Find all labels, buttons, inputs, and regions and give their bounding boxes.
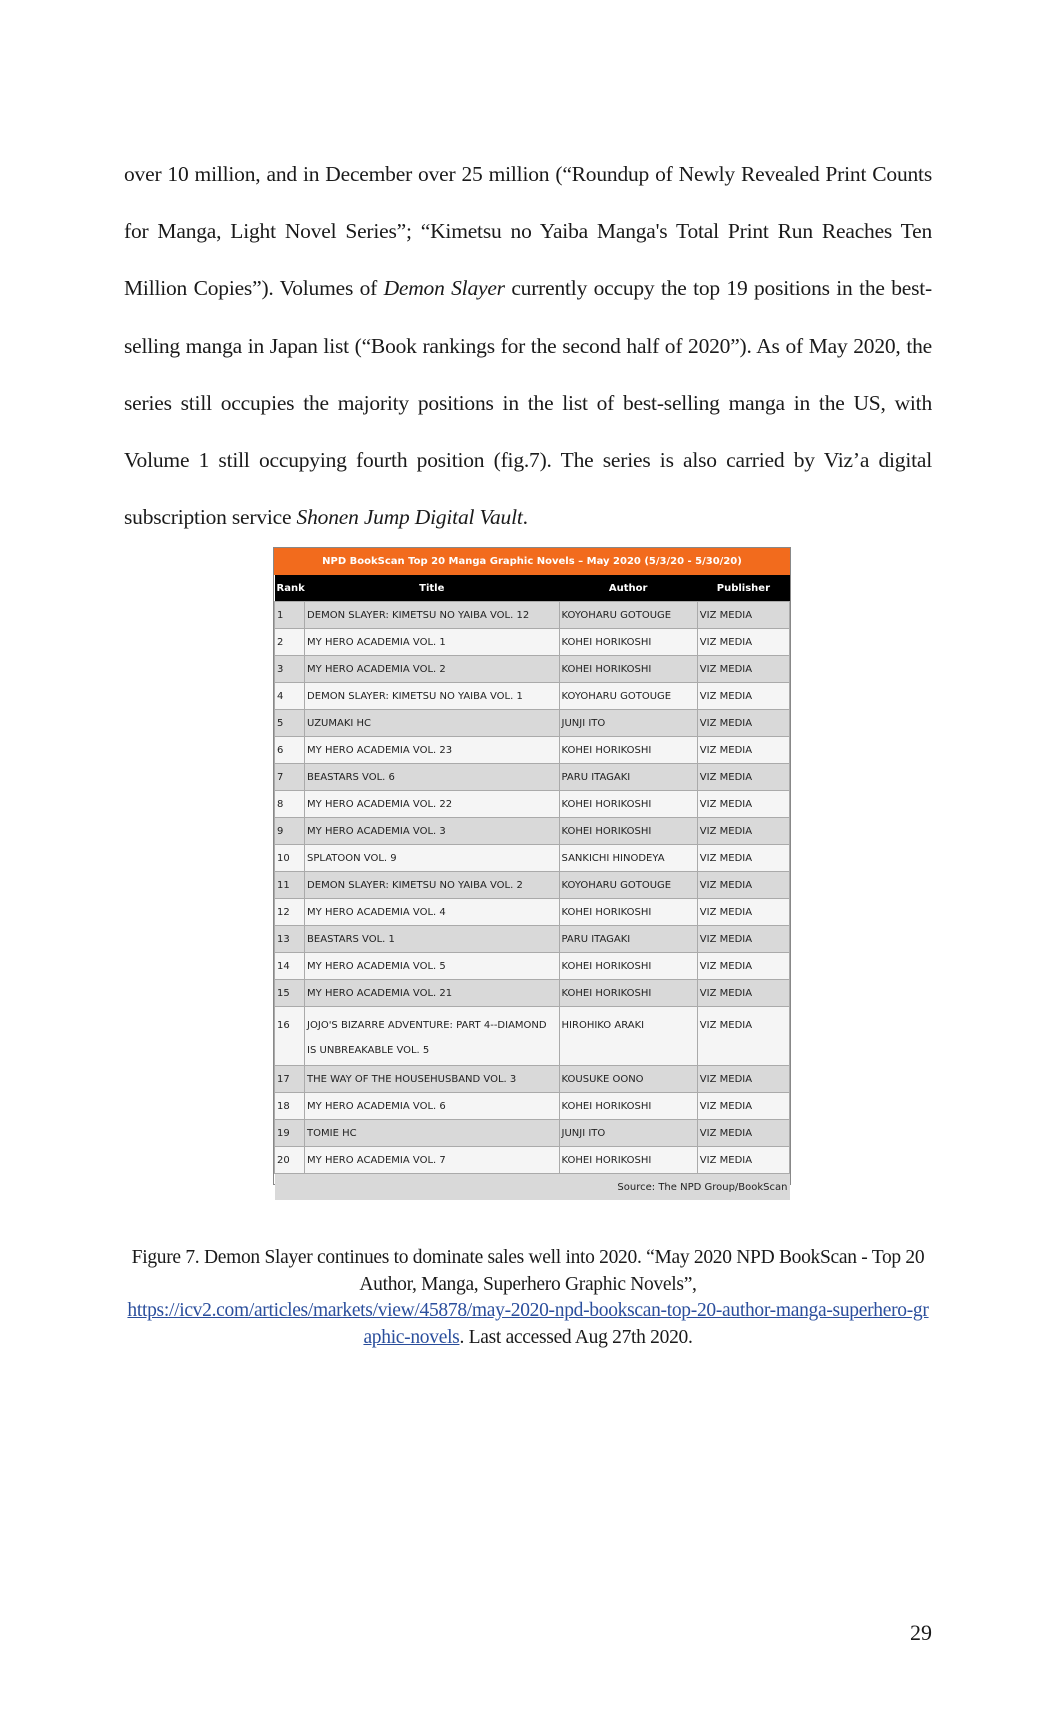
- cell-rank: 16: [275, 1007, 305, 1066]
- cell-title: THE WAY OF THE HOUSEHUSBAND VOL. 3: [305, 1066, 559, 1093]
- cell-rank: 3: [275, 656, 305, 683]
- cell-author: HIROHIKO ARAKI: [559, 1007, 697, 1066]
- cell-title: MY HERO ACADEMIA VOL. 6: [305, 1093, 559, 1120]
- cell-author: KOYOHARU GOTOUGE: [559, 602, 697, 629]
- table-row: [275, 1007, 790, 1066]
- cell-publisher: VIZ MEDIA: [697, 602, 789, 629]
- cell-title: MY HERO ACADEMIA VOL. 2: [305, 656, 559, 683]
- caption-after-link: . Last accessed Aug 27th 2020.: [459, 1326, 693, 1348]
- table-row: [275, 980, 790, 1007]
- cell-author: KOHEI HORIKOSHI: [559, 953, 697, 980]
- cell-author: PARU ITAGAKI: [559, 764, 697, 791]
- header-title: Title: [305, 575, 559, 602]
- cell-rank: 15: [275, 980, 305, 1007]
- manga-sales-table: [274, 575, 790, 1200]
- cell-title: BEASTARS VOL. 6: [305, 764, 559, 791]
- cell-author: SANKICHI HINODEYA: [559, 845, 697, 872]
- table-row: [275, 926, 790, 953]
- table-row: [275, 1147, 790, 1174]
- cell-rank: 17: [275, 1066, 305, 1093]
- cell-author: PARU ITAGAKI: [559, 926, 697, 953]
- cell-title: DEMON SLAYER: KIMETSU NO YAIBA VOL. 1: [305, 683, 559, 710]
- cell-publisher: VIZ MEDIA: [697, 764, 789, 791]
- cell-publisher: VIZ MEDIA: [697, 629, 789, 656]
- table-row: [275, 602, 790, 629]
- cell-rank: 1: [275, 602, 305, 629]
- cell-rank: 10: [275, 845, 305, 872]
- cell-rank: 20: [275, 1147, 305, 1174]
- cell-title: DEMON SLAYER: KIMETSU NO YAIBA VOL. 12: [305, 602, 559, 629]
- table-row: [275, 791, 790, 818]
- table-row: [275, 1066, 790, 1093]
- cell-author: KOHEI HORIKOSHI: [559, 629, 697, 656]
- cell-publisher: VIZ MEDIA: [697, 683, 789, 710]
- cell-publisher: VIZ MEDIA: [697, 710, 789, 737]
- italic-title-demon-slayer: Demon Slayer: [383, 276, 505, 301]
- figure-caption: [124, 1245, 932, 1351]
- cell-rank: 11: [275, 872, 305, 899]
- cell-title: UZUMAKI HC: [305, 710, 559, 737]
- cell-publisher: VIZ MEDIA: [697, 1066, 789, 1093]
- cell-title: MY HERO ACADEMIA VOL. 5: [305, 953, 559, 980]
- cell-author: JUNJI ITO: [559, 1120, 697, 1147]
- cell-title: MY HERO ACADEMIA VOL. 22: [305, 791, 559, 818]
- cell-author: KOHEI HORIKOSHI: [559, 1147, 697, 1174]
- cell-title: MY HERO ACADEMIA VOL. 4: [305, 899, 559, 926]
- paragraph-text-3: .: [522, 505, 528, 530]
- table-row: [275, 872, 790, 899]
- table-row: [275, 710, 790, 737]
- cell-title: MY HERO ACADEMIA VOL. 21: [305, 980, 559, 1007]
- cell-publisher: VIZ MEDIA: [697, 926, 789, 953]
- cell-publisher: VIZ MEDIA: [697, 899, 789, 926]
- cell-publisher: VIZ MEDIA: [697, 1093, 789, 1120]
- header-publisher: Publisher: [697, 575, 789, 602]
- table-row: [275, 656, 790, 683]
- cell-publisher: VIZ MEDIA: [697, 845, 789, 872]
- table-row: [275, 1120, 790, 1147]
- cell-author: KOHEI HORIKOSHI: [559, 791, 697, 818]
- cell-rank: 12: [275, 899, 305, 926]
- cell-rank: 4: [275, 683, 305, 710]
- cell-publisher: VIZ MEDIA: [697, 953, 789, 980]
- cell-author: KOHEI HORIKOSHI: [559, 818, 697, 845]
- cell-author: KOYOHARU GOTOUGE: [559, 872, 697, 899]
- cell-rank: 13: [275, 926, 305, 953]
- cell-publisher: VIZ MEDIA: [697, 1007, 789, 1066]
- cell-rank: 19: [275, 1120, 305, 1147]
- cell-publisher: VIZ MEDIA: [697, 818, 789, 845]
- cell-author: KOHEI HORIKOSHI: [559, 737, 697, 764]
- npd-top20-table-figure: [273, 547, 791, 1193]
- cell-author: KOYOHARU GOTOUGE: [559, 683, 697, 710]
- cell-title: JOJO'S BIZARRE ADVENTURE: PART 4--DIAMOND IS UNBREAKABLE VOL. 5: [305, 1007, 559, 1066]
- cell-author: JUNJI ITO: [559, 710, 697, 737]
- cell-title: MY HERO ACADEMIA VOL. 1: [305, 629, 559, 656]
- table-row: [275, 899, 790, 926]
- cell-author: KOHEI HORIKOSHI: [559, 656, 697, 683]
- cell-publisher: VIZ MEDIA: [697, 656, 789, 683]
- italic-title-digital-vault: Shonen Jump Digital Vault: [296, 505, 523, 530]
- cell-title: SPLATOON VOL. 9: [305, 845, 559, 872]
- paragraph-text-2: currently occupy the top 19 positions in the best-selling manga in Japan list (“Book rankings for the second half of 2020”). As of May 2020, the series still occupies the majority positions in the list of best-selling manga in the US, with Volume 1 still occupying fourth position (fig.7). The series is also carried by Viz’a digital subscription service: [124, 276, 932, 530]
- table-row: [275, 845, 790, 872]
- table-row: [275, 1093, 790, 1120]
- cell-rank: 14: [275, 953, 305, 980]
- page-number: 29: [910, 1620, 932, 1645]
- caption-text: Figure 7. Demon Slayer continues to dominate sales well into 2020. “May 2020 NPD BookScan - Top 20 Author, Manga, Superhero Graphic Novels”,: [131, 1247, 925, 1295]
- cell-publisher: VIZ MEDIA: [697, 737, 789, 764]
- cell-title: MY HERO ACADEMIA VOL. 23: [305, 737, 559, 764]
- cell-title: BEASTARS VOL. 1: [305, 926, 559, 953]
- table-row: [275, 953, 790, 980]
- cell-rank: 9: [275, 818, 305, 845]
- cell-rank: 8: [275, 791, 305, 818]
- cell-publisher: VIZ MEDIA: [697, 791, 789, 818]
- cell-author: KOHEI HORIKOSHI: [559, 980, 697, 1007]
- cell-title: MY HERO ACADEMIA VOL. 7: [305, 1147, 559, 1174]
- cell-rank: 18: [275, 1093, 305, 1120]
- cell-publisher: VIZ MEDIA: [697, 1120, 789, 1147]
- table-row: [275, 737, 790, 764]
- cell-rank: 7: [275, 764, 305, 791]
- table-row: [275, 818, 790, 845]
- cell-publisher: VIZ MEDIA: [697, 1147, 789, 1174]
- caption-link[interactable]: https://icv2.com/articles/markets/view/45878/may-2020-npd-bookscan-top-20-author-manga-superhero-graphic-novels: [127, 1300, 929, 1348]
- cell-author: KOHEI HORIKOSHI: [559, 899, 697, 926]
- cell-rank: 6: [275, 737, 305, 764]
- table-source: Source: The NPD Group/BookScan: [275, 1174, 790, 1201]
- table-header-row: [275, 575, 790, 602]
- header-author: Author: [559, 575, 697, 602]
- table-title: NPD BookScan Top 20 Manga Graphic Novels – May 2020 (5/3/20 - 5/30/20): [274, 548, 790, 575]
- table-row: [275, 683, 790, 710]
- cell-publisher: VIZ MEDIA: [697, 980, 789, 1007]
- cell-title: MY HERO ACADEMIA VOL. 3: [305, 818, 559, 845]
- cell-author: KOUSUKE OONO: [559, 1066, 697, 1093]
- table-source-row: [275, 1174, 790, 1201]
- cell-author: KOHEI HORIKOSHI: [559, 1093, 697, 1120]
- paragraph-text-1: over 10 million, and in December over 25 million (“Roundup of Newly Revealed Print Counts for Manga, Light Novel Series”; “Kimetsu no Yaiba Manga's Total Print Run Reaches Ten Million Copies”). Volumes of: [124, 162, 932, 301]
- table-row: [275, 629, 790, 656]
- body-paragraph: [124, 146, 932, 546]
- cell-rank: 5: [275, 710, 305, 737]
- header-rank: Rank: [275, 575, 305, 602]
- cell-rank: 2: [275, 629, 305, 656]
- cell-title: DEMON SLAYER: KIMETSU NO YAIBA VOL. 2: [305, 872, 559, 899]
- table-row: [275, 764, 790, 791]
- cell-publisher: VIZ MEDIA: [697, 872, 789, 899]
- cell-title: TOMIE HC: [305, 1120, 559, 1147]
